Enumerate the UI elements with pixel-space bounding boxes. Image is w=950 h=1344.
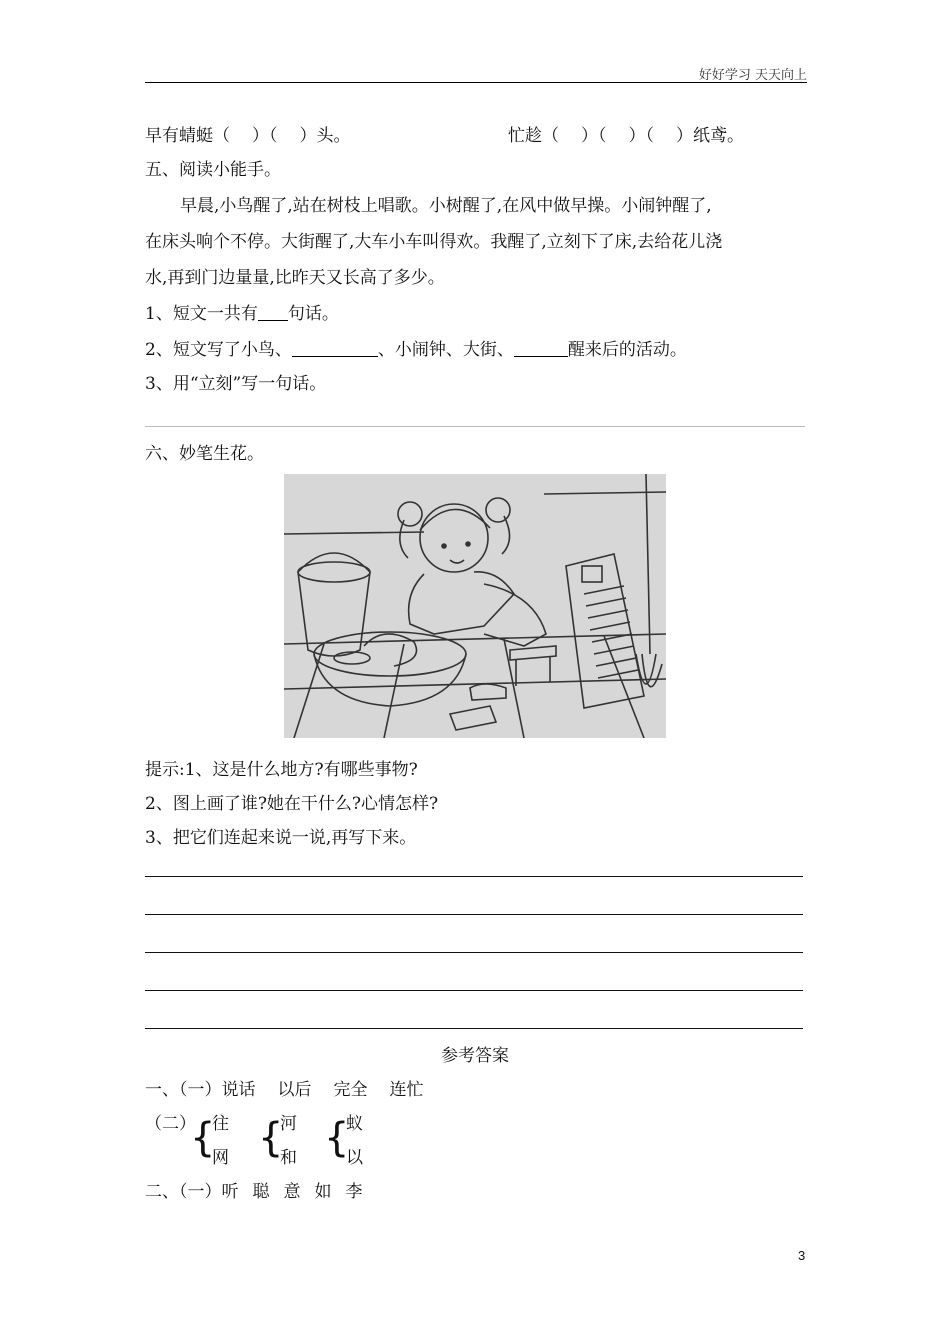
pair-2-top: 河 <box>280 1114 297 1134</box>
pair-3-bottom: 以 <box>346 1148 363 1168</box>
answers-title: 参考答案 <box>441 1046 509 1066</box>
writing-line[interactable] <box>145 876 803 877</box>
question-1: 1、短文一共有 句话。 <box>145 304 339 324</box>
passage-line-3: 水,再到门边量量,比昨天又长高了多少。 <box>145 268 445 288</box>
answer-blank[interactable] <box>258 304 288 321</box>
brace-icon: { <box>190 1115 216 1161</box>
section5-title: 五、阅读小能手。 <box>145 160 281 180</box>
question-3: 3、用“立刻”写一句话。 <box>145 374 327 394</box>
writing-line[interactable] <box>145 952 803 953</box>
pair-1-top: 往 <box>212 1114 229 1134</box>
page-number: 3 <box>798 1248 806 1263</box>
hint-3: 3、把它们连起来说一说,再写下来。 <box>145 828 417 848</box>
brace-icon: { <box>258 1115 284 1161</box>
illustration-svg <box>284 474 666 738</box>
page-header <box>145 62 807 83</box>
hint-1: 提示:1、这是什么地方?有哪些事物? <box>145 760 418 780</box>
writing-line[interactable] <box>145 914 803 915</box>
question-2: 2、短文写了小鸟、 、小闹钟、大街、 醒来后的活动。 <box>145 340 687 360</box>
brace-icon: { <box>324 1115 350 1161</box>
answers-line-3: 二、（一）听 聪 意 如 李 <box>145 1182 363 1202</box>
hint-2: 2、图上画了谁?她在干什么?心情怎样? <box>145 794 439 814</box>
pair-3-top: 蚁 <box>346 1114 363 1134</box>
pair-1-bottom: 网 <box>212 1148 229 1168</box>
answer-blank[interactable] <box>292 340 378 357</box>
writing-line[interactable] <box>145 990 803 991</box>
passage-line-2: 在床头响个不停。大街醒了,大车小车叫得欢。我醒了,立刻下了床,去给花儿浇 <box>145 232 723 252</box>
poem-blank-right: 忙趁（ ）（ ）（ ）纸鸢。 <box>508 126 744 146</box>
answers-line-2-label: （二） <box>145 1114 196 1134</box>
girl-washing-clothes-illustration <box>284 474 666 738</box>
header-text: 好好学习 天天向上 <box>698 68 807 83</box>
poem-blank-left: 早有蜻蜓（ ）（ ）头。 <box>145 126 351 146</box>
pair-2-bottom: 和 <box>280 1148 297 1168</box>
answers-line-1: 一、（一）说话 以后 完全 连忙 <box>145 1080 424 1100</box>
section6-title: 六、妙笔生花。 <box>145 444 264 464</box>
passage-line-1: 早晨,小鸟醒了,站在树枝上唱歌。小树醒了,在风中做早操。小闹钟醒了, <box>180 196 712 216</box>
answer-blank[interactable] <box>514 340 568 357</box>
writing-line[interactable] <box>145 1028 803 1029</box>
answer-line[interactable] <box>145 426 805 427</box>
